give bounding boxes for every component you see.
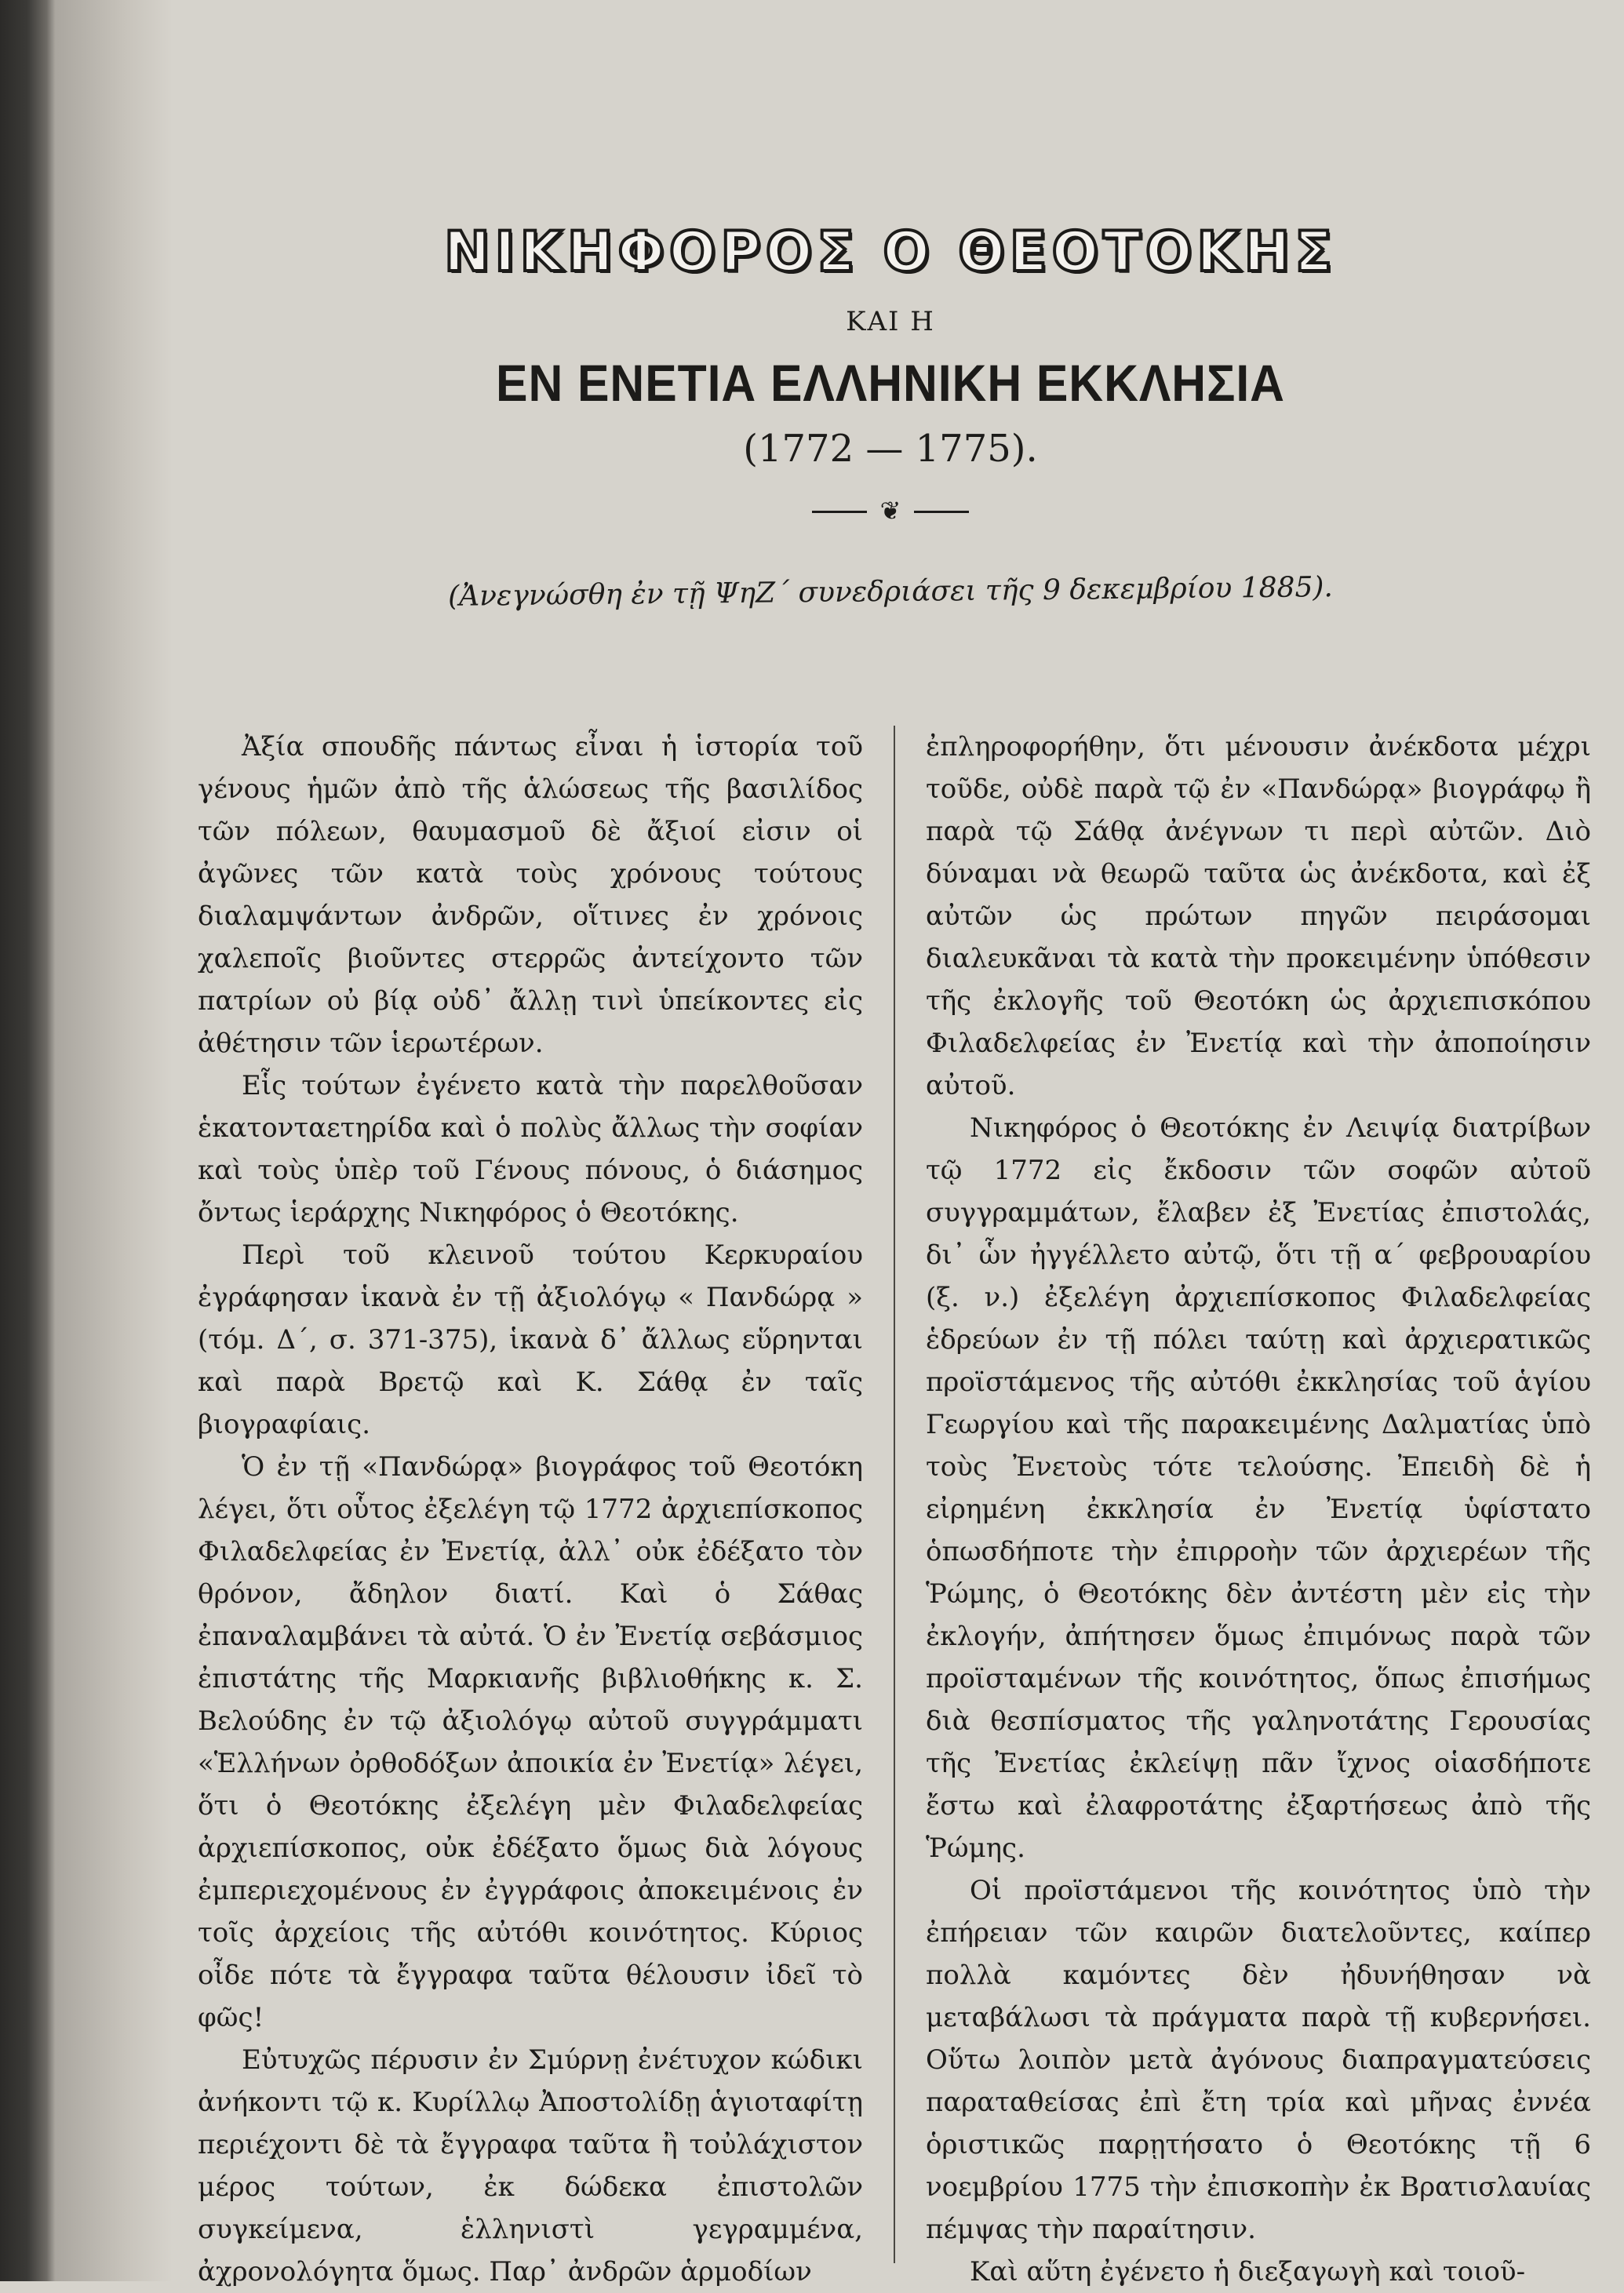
fleuron-icon: ❦ bbox=[879, 496, 901, 526]
ornament-divider bbox=[812, 496, 969, 526]
ornament-line-right bbox=[914, 511, 969, 513]
ornament-line-left bbox=[812, 511, 867, 513]
paragraph: Νικηφόρος ὁ Θεοτόκης ἐν Λειψίᾳ διατρίβων τῷ 1772 εἰς ἔκδοσιν τῶν σοφῶν αὐτοῦ συγγραμμάτων, ἔλαβεν ἐξ Ἐνετίας ἐπιστολάς, δι᾽ ὧν ἠγγέλλετο αὐτῷ, ὅτι τῇ α´ φεβρουαρίου (ξ. ν.) ἐξελέγη ἀρχιεπίσκοπος Φιλαδελφείας ἑδρεύων ἐν τῇ πόλει ταύτῃ καὶ ἀρχιερατικῶς προϊστάμενος τῆς αὐτόθι ἐκκλησίας τοῦ ἁγίου Γεωργίου καὶ τῆς παρακειμένης Δαλματίας ὑπὸ τοὺς Ἐνετοὺς τότε τελούσης. Ἐπειδὴ δὲ ἡ εἰρημένη ἐκκλησία ἐν Ἐνετίᾳ ὑφίστατο ὁπωσδήποτε τὴν ἐπιρροὴν τῶν ἀρχιερέων τῆς Ῥώμης, ὁ Θεοτόκης δὲν ἀντέστη μὲν εἰς τὴν ἐκλογήν, ἀπήτησεν ὅμως ἐπιμόνως παρὰ τῶν προϊσταμένων τῆς κοινότητος, ὅπως ἐπισήμως διὰ θεσπίσματος τῆς γαληνοτάτης Γερουσίας τῆς Ἐνετίας ἐκλείψῃ πᾶν ἴχνος οἱασδήποτε ἔστω καὶ ἐλαφροτάτης ἐξαρτήσεως ἀπὸ τῆς Ῥώμης. bbox=[926, 1112, 1591, 1864]
left-column bbox=[198, 726, 863, 2293]
article-title: ΝΙΚΗΦΟΡΟΣ Ο ΘΕΟΤΟΚΗΣ bbox=[443, 220, 1338, 284]
reading-note: (Ἀνεγνώσθη ἐν τῇ ΨηΖ´ συνεδριάσει τῆς 9 δεκεμβρίου 1885). bbox=[447, 571, 1334, 613]
subtitle-dates: (1772 — 1775). bbox=[743, 427, 1038, 471]
paragraph: ἐπληροφορήθην, ὅτι μένουσιν ἀνέκδοτα μέχρι τοῦδε, οὐδὲ παρὰ τῷ ἐν «Πανδώρᾳ» βιογράφῳ ἢ παρὰ τῷ Σάθᾳ ἀνέγνων τι περὶ αὐτῶν. Διὸ δύναμαι νὰ θεωρῶ ταῦτα ὡς ἀνέκδοτα, καὶ ἐξ αὐτῶν ὡς πρώτων πηγῶν πειράσομαι διαλευκᾶναι τὰ κατὰ τὴν προκειμένην ὑπόθεσιν τῆς ἐκλογῆς τοῦ Θεοτόκη ὡς ἀρχιεπισκόπου Φιλαδελφείας ἐν Ἐνετίᾳ καὶ τὴν ἀποποίησιν αὐτοῦ. bbox=[926, 731, 1591, 1101]
subtitle-conjunction: ΚΑΙ Η bbox=[846, 306, 935, 337]
right-column bbox=[926, 726, 1591, 2293]
two-column-body bbox=[198, 726, 1591, 2288]
subtitle-main: ΕΝ ΕΝΕΤΙΑ ΕΛΛΗΝΙΚΗ ΕΚΚΛΗΣΙΑ bbox=[496, 354, 1285, 412]
paragraph: Καὶ αὕτη ἐγένετο ἡ διεξαγωγὴ καὶ τοιοῦ- bbox=[970, 2256, 1526, 2288]
paragraph: Εὐτυχῶς πέρυσιν ἐν Σμύρνῃ ἐνέτυχον κώδικι ἀνήκοντι τῷ κ. Κυρίλλῳ Ἀποστολίδῃ ἁγιοταφίτῃ περιέχοντι δὲ τὰ ἔγγραφα ταῦτα ἢ τοὐλάχιστον μέρος τούτων, ἐκ δώδεκα ἐπιστολῶν συγκείμενα, ἑλληνιστὶ γεγραμμένα, ἀχρονολόγητα ὅμως. Παρ᾽ ἀνδρῶν ἁρμοδίων bbox=[198, 2044, 863, 2288]
page-gutter-shadow bbox=[55, 0, 173, 2281]
paragraph: Οἱ προϊστάμενοι τῆς κοινότητος ὑπὸ τὴν ἐπήρειαν τῶν καιρῶν διατελοῦντες, καίπερ πολλὰ καμόντες δὲν ἠδυνήθησαν νὰ μεταβάλωσι τὰ πράγματα παρὰ τῇ κυβερνήσει. Οὕτω λοιπὸν μετὰ ἀγόνους διαπραγματεύσεις παραταθείσας ἐπὶ ἔτη τρία καὶ μῆνας ἐννέα ὁριστικῶς παρῃτήσατο ὁ Θεοτόκης τῇ 6 νοεμβρίου 1775 τὴν ἐπισκοπὴν ἐκ Βρατισλαυίας πέμψας τὴν παραίτησιν. bbox=[926, 1875, 1591, 2245]
column-divider bbox=[894, 726, 895, 2263]
book-page bbox=[157, 0, 1624, 2288]
paragraph: Ἀξία σπουδῆς πάντως εἶναι ἡ ἱστορία τοῦ γένους ἡμῶν ἀπὸ τῆς ἁλώσεως τῆς βασιλίδος τῶν πόλεων, θαυμασμοῦ δὲ ἄξιοί εἰσιν οἱ ἀγῶνες τῶν κατὰ τοὺς χρόνους τούτους διαλαμψάντων ἀνδρῶν, οἵτινες ἐν χρόνοις χαλεποῖς βιοῦντες στερρῶς ἀντείχοντο τῶν πατρίων οὐ βίᾳ οὐδ᾽ ἄλλῃ τινὶ ὑπείκοντες εἰς ἀθέτησιν τῶν ἱερωτέρων. bbox=[198, 731, 863, 1059]
book-binding-edge bbox=[0, 0, 55, 2281]
paragraph: Περὶ τοῦ κλεινοῦ τούτου Κερκυραίου ἐγράφησαν ἱκανὰ ἐν τῇ ἀξιολόγῳ « Πανδώρᾳ » (τόμ. Δ´, σ. 371-375), ἱκανὰ δ᾽ ἄλλως εὕρηνται καὶ παρὰ Βρετῷ καὶ Κ. Σάθᾳ ἐν ταῖς βιογραφίαις. bbox=[198, 1239, 863, 1440]
paragraph: Εἷς τούτων ἐγένετο κατὰ τὴν παρελθοῦσαν ἑκατονταετηρίδα καὶ ὁ πολὺς ἄλλως τὴν σοφίαν καὶ τοὺς ὑπὲρ τοῦ Γένους πόνους, ὁ διάσημος ὄντως ἱεράρχης Νικηφόρος ὁ Θεοτόκης. bbox=[198, 1070, 863, 1228]
paragraph: Ὁ ἐν τῇ «Πανδώρᾳ» βιογράφος τοῦ Θεοτόκη λέγει, ὅτι οὗτος ἐξελέγη τῷ 1772 ἀρχιεπίσκοπος Φιλαδελφείας ἐν Ἐνετίᾳ, ἀλλ᾽ οὐκ ἐδέξατο τὸν θρόνον, ἄδηλον διατί. Καὶ ὁ Σάθας ἐπαναλαμβάνει τὰ αὐτά. Ὁ ἐν Ἐνετίᾳ σεβάσμιος ἐπιστάτης τῆς Μαρκιανῆς βιβλιοθήκης κ. Σ. Βελούδης ἐν τῷ ἀξιολόγῳ αὐτοῦ συγγράμματι «Ἑλλήνων ὀρθοδόξων ἀποικία ἐν Ἐνετίᾳ» λέγει, ὅτι ὁ Θεοτόκης ἐξελέγη μὲν Φιλαδελφείας ἀρχιεπίσκοπος, οὐκ ἐδέξατο ὅμως διὰ λόγους ἐμπεριεχομένους ἐν ἐγγράφοις ἀποκειμένοις ἐν τοῖς ἀρχείοις τῆς αὐτόθι κοινότητος. Κύριος οἶδε πότε τὰ ἔγγραφα ταῦτα θέλουσιν ἰδεῖ τὸ φῶς! bbox=[198, 1451, 863, 2033]
title-block bbox=[157, 220, 1624, 613]
